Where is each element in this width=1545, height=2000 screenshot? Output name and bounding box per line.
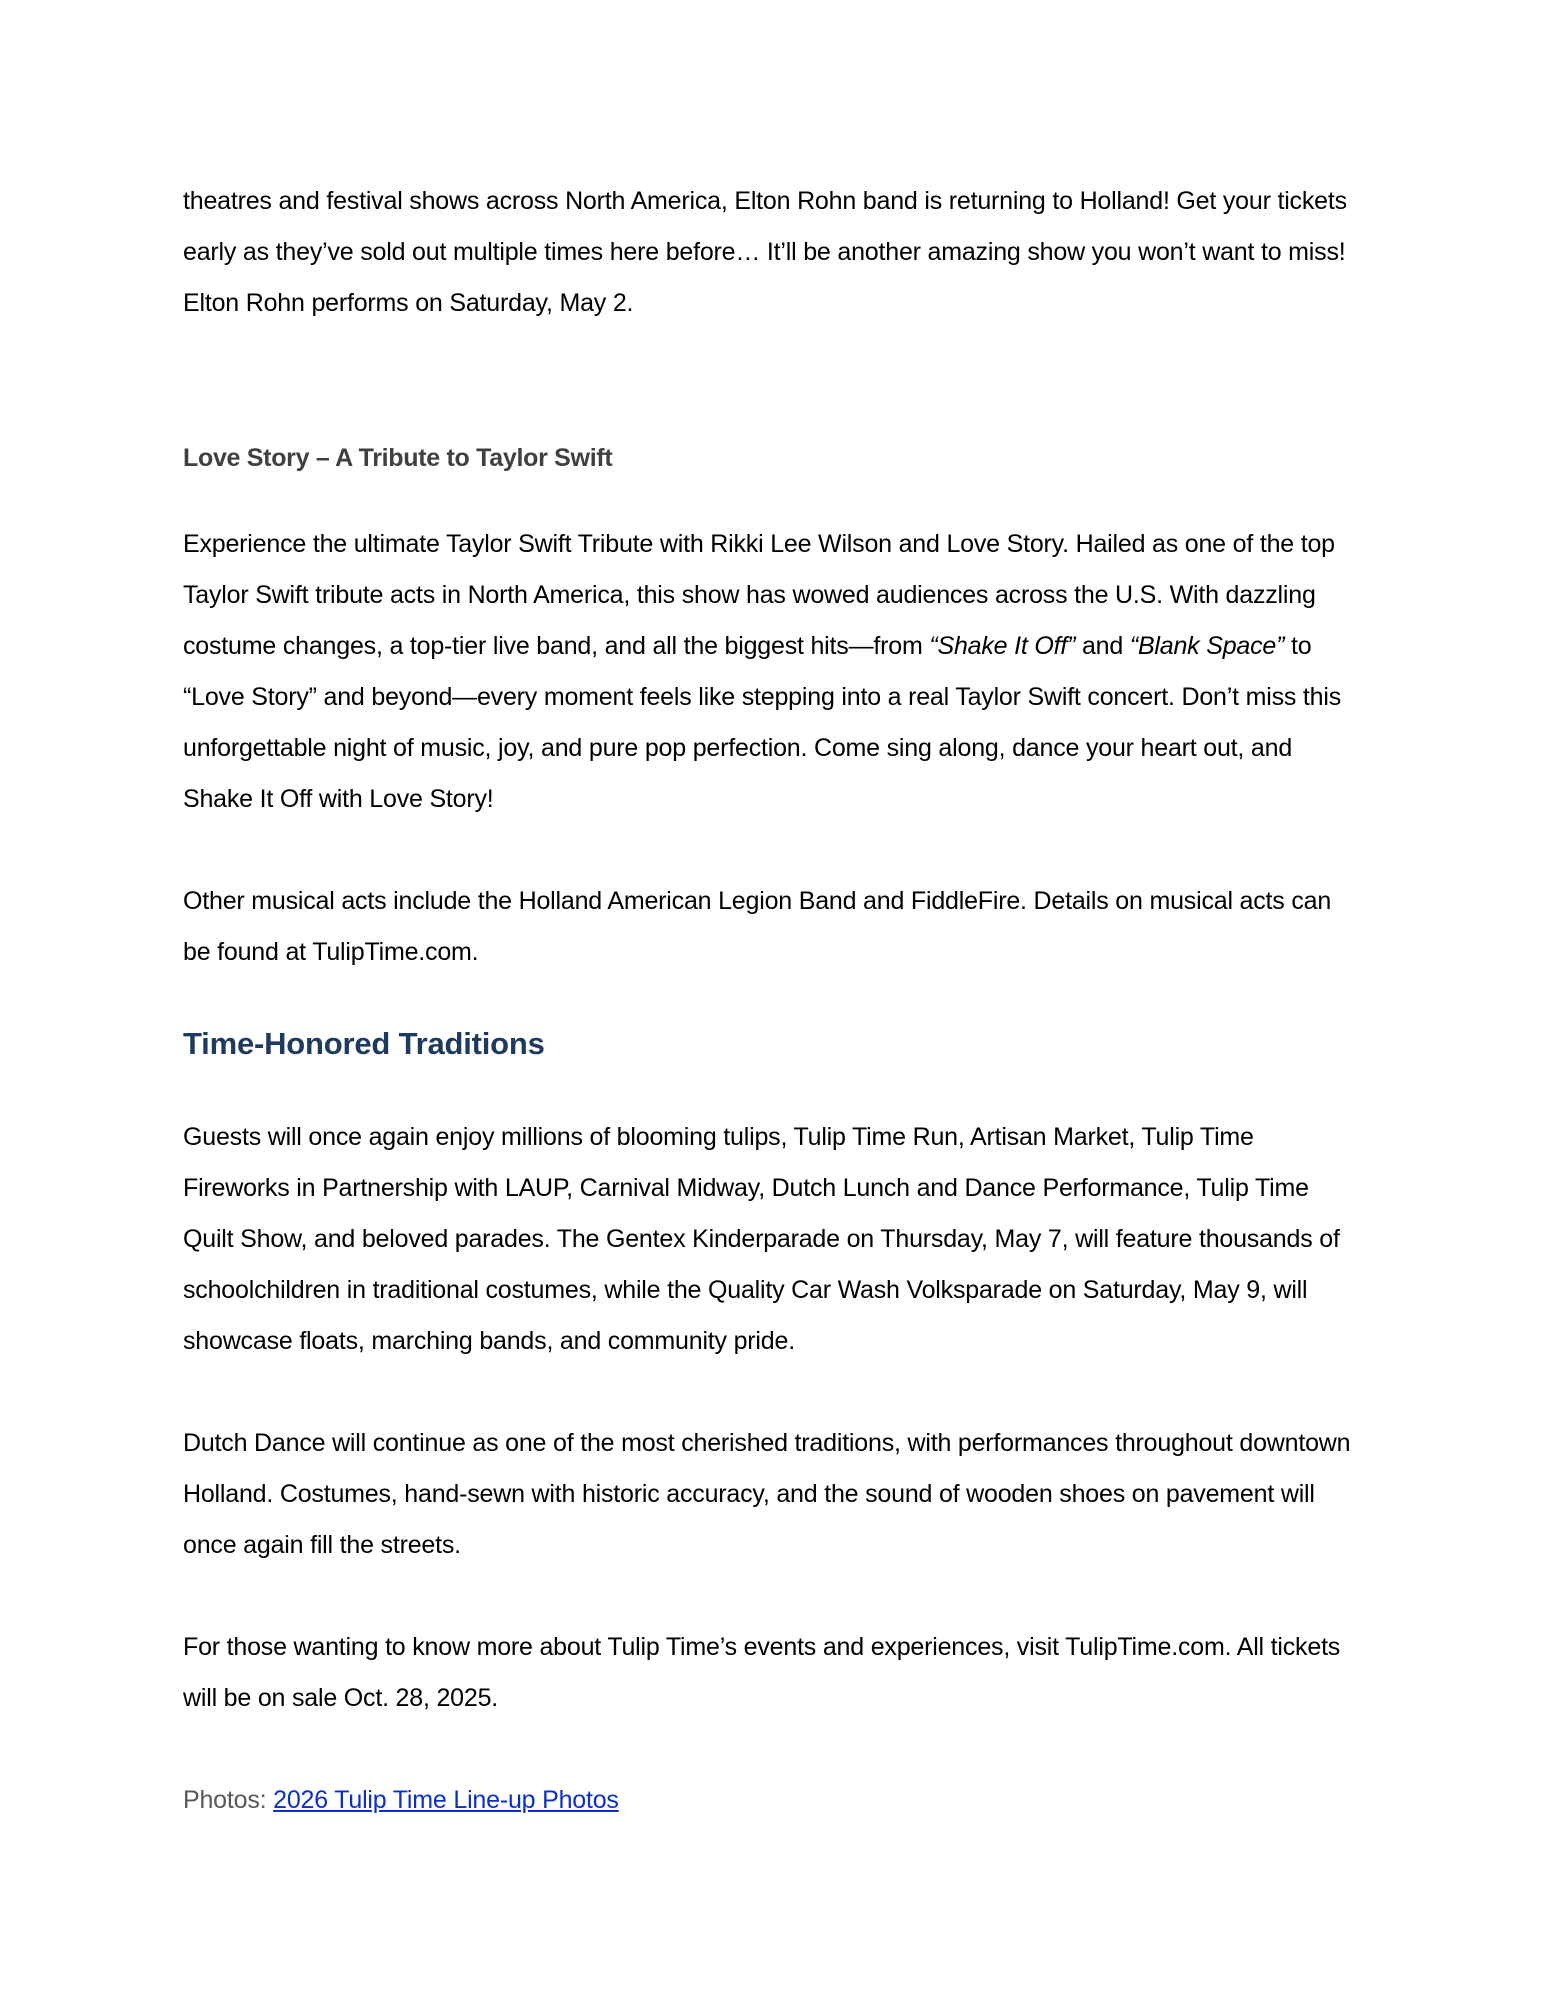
traditions-paragraph-3: For those wanting to know more about Tulip Time’s events and experiences, visit TulipTime.com. All tickets will be on sale Oct. 28, 2025. [183,1633,1341,1712]
intro-paragraph: theatres and festival shows across North America, Elton Rohn band is returning to Holland! Get your tickets early as they’ve sold out multiple times here before… It’ll be another amazing show you won’t want to miss! Elton Rohn performs on Saturday, May 2. [183,187,1347,317]
love-story-heading: Love Story – A Tribute to Taylor Swift [183,444,613,472]
love-story-and: and [1075,632,1130,660]
photos-label: Photos: [183,1786,274,1814]
traditions-paragraph-1: Guests will once again enjoy millions of blooming tulips, Tulip Time Run, Artisan Market, Tulip Time Fireworks in Partnership with LAUP, Carnival Midway, Dutch Lunch and Dance Performance, Tulip Time Quilt Show, and beloved parades. The Gentex Kinderparade on Thursday, May 7, will feature thousands of schoolchildren in traditional costumes, while the Quality Car Wash Volksparade on Saturday, May 9, will showcase floats, marching bands, and community pride. [183,1123,1340,1355]
photos-link[interactable]: 2026 Tulip Time Line-up Photos [273,1786,619,1814]
love-story-paragraph [183,519,1363,825]
song-title-blank-space: “Blank Space” [1129,632,1285,660]
song-title-shake-it-off: “Shake It Off” [929,632,1076,660]
traditions-heading: Time-Honored Traditions [183,1026,545,1061]
love-story-text-a: Experience the ultimate Taylor Swift Tribute with Rikki Lee Wilson and Love Story. Hailed as one of the top Taylor Swift tribute acts in North America, this show has wowed audiences across the U.S. With dazzling costume changes, a top-tier live band, and all the biggest hits—from [183,530,1335,660]
document-body [183,176,1363,1826]
other-acts-paragraph: Other musical acts include the Holland American Legion Band and FiddleFire. Details on musical acts can be found at TulipTime.com. [183,887,1332,966]
photos-line [183,1775,1363,1826]
love-story-text-b: to “Love Story” and beyond—every moment feels like stepping into a real Taylor Swift concert. Don’t miss this unforgettable night of music, joy, and pure pop perfection. Come sing along, dance your heart out, and Shake It Off with Love Story! [183,632,1342,813]
traditions-paragraph-2: Dutch Dance will continue as one of the most cherished traditions, with performances throughout downtown Holland. Costumes, hand-sewn with historic accuracy, and the sound of wooden shoes on pavement will once again fill the streets. [183,1429,1351,1559]
